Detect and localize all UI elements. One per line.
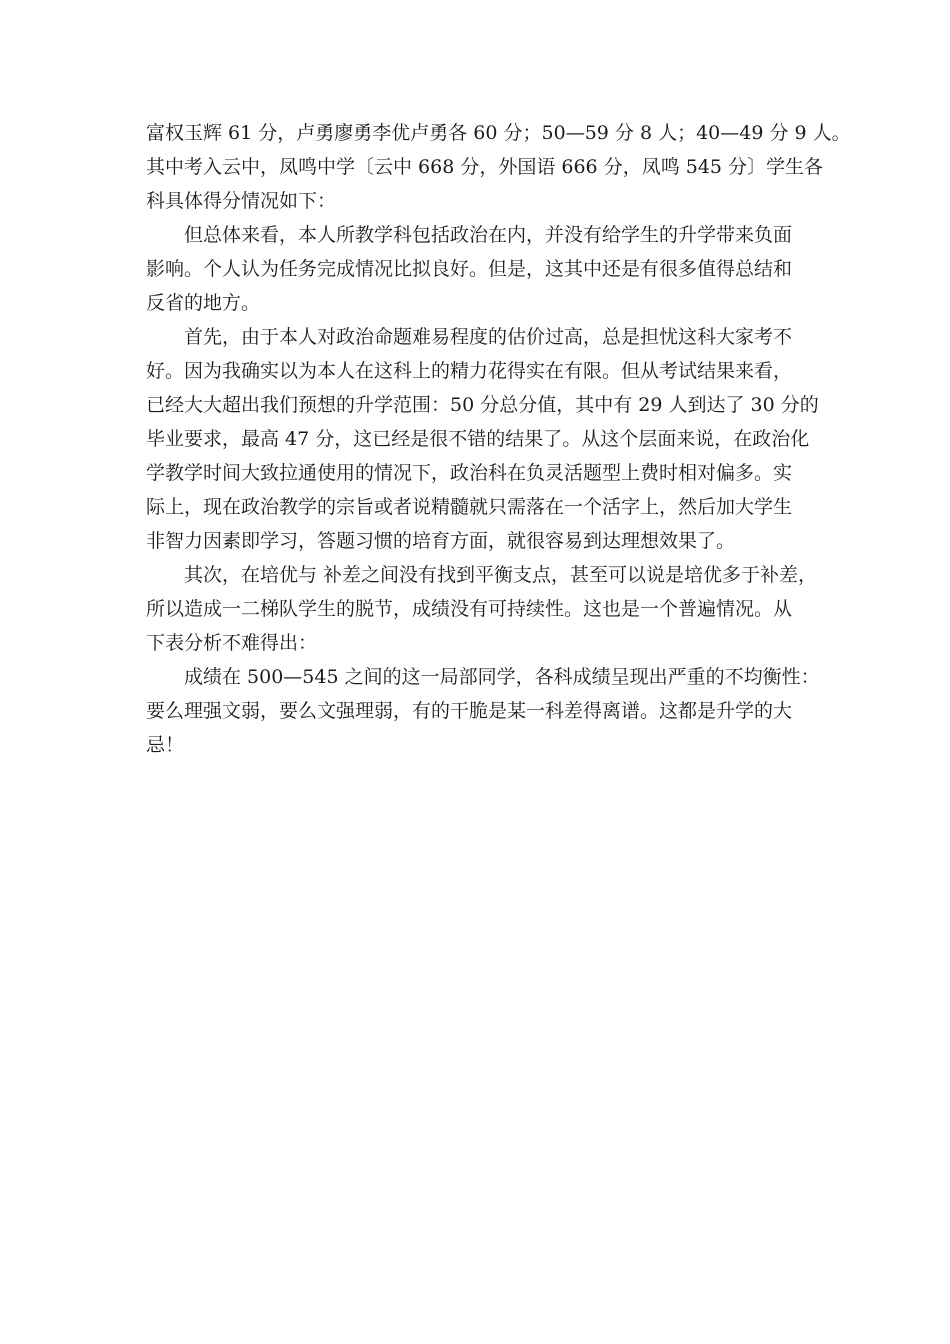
text-line: 影响。个人认为任务完成情况比拟良好。但是，这其中还是有很多值得总结和 xyxy=(146,258,793,280)
paragraph-score-imbalance xyxy=(146,660,826,762)
paragraph-second-point xyxy=(146,558,826,660)
text-line: 学教学时间大致拉通使用的情况下，政治科在负灵活题型上费时相对偏多。实 xyxy=(146,462,793,484)
text-line: 下表分析不难得出： xyxy=(146,632,318,654)
text-line: 首先，由于本人对政治命题难易程度的估价过高，总是担忧这科大家考不 xyxy=(184,326,793,348)
document-body xyxy=(146,116,851,762)
text-line: 富权玉辉 61 分，卢勇廖勇李优卢勇各 60 分；50—59 分 8 人；40—49 分 9 人。 xyxy=(146,122,851,144)
text-line: 已经大大超出我们预想的升学范围：50 分总分值，其中有 29 人到达了 30 分的 xyxy=(146,394,819,416)
text-line: 其中考入云中，凤鸣中学〔云中 668 分，外国语 666 分，凤鸣 545 分〕学生各 xyxy=(146,156,824,178)
text-line: 非智力因素即学习，答题习惯的培育方面，就很容易到达理想效果了。 xyxy=(146,530,736,552)
paragraph-overall-view xyxy=(146,218,826,320)
paragraph-first-point xyxy=(146,320,826,558)
text-line: 际上，现在政治教学的宗旨或者说精髓就只需落在一个活字上，然后加大学生 xyxy=(146,496,793,518)
text-line: 反省的地方。 xyxy=(146,292,261,314)
text-line: 但总体来看，本人所教学科包括政治在内，并没有给学生的升学带来负面 xyxy=(184,224,793,246)
text-line: 毕业要求，最高 47 分，这已经是很不错的结果了。从这个层面来说，在政治化 xyxy=(146,428,810,450)
paragraph-score-summary xyxy=(146,116,851,218)
text-line: 其次，在培优与 补差之间没有找到平衡支点，甚至可以说是培优多于补差， xyxy=(184,564,818,586)
text-line: 忌！ xyxy=(146,734,185,756)
text-line: 要么理强文弱，要么文强理弱，有的干脆是某一科差得离谱。这都是升学的大 xyxy=(146,700,793,722)
text-line: 好。因为我确实以为本人在这科上的精力花得实在有限。但从考试结果来看， xyxy=(146,360,793,382)
text-line: 所以造成一二梯队学生的脱节，成绩没有可持续性。这也是一个普遍情况。从 xyxy=(146,598,793,620)
text-line: 科具体得分情况如下： xyxy=(146,190,337,212)
text-line: 成绩在 500—545 之间的这一局部同学，各科成绩呈现出严重的不均衡性： xyxy=(184,666,820,688)
